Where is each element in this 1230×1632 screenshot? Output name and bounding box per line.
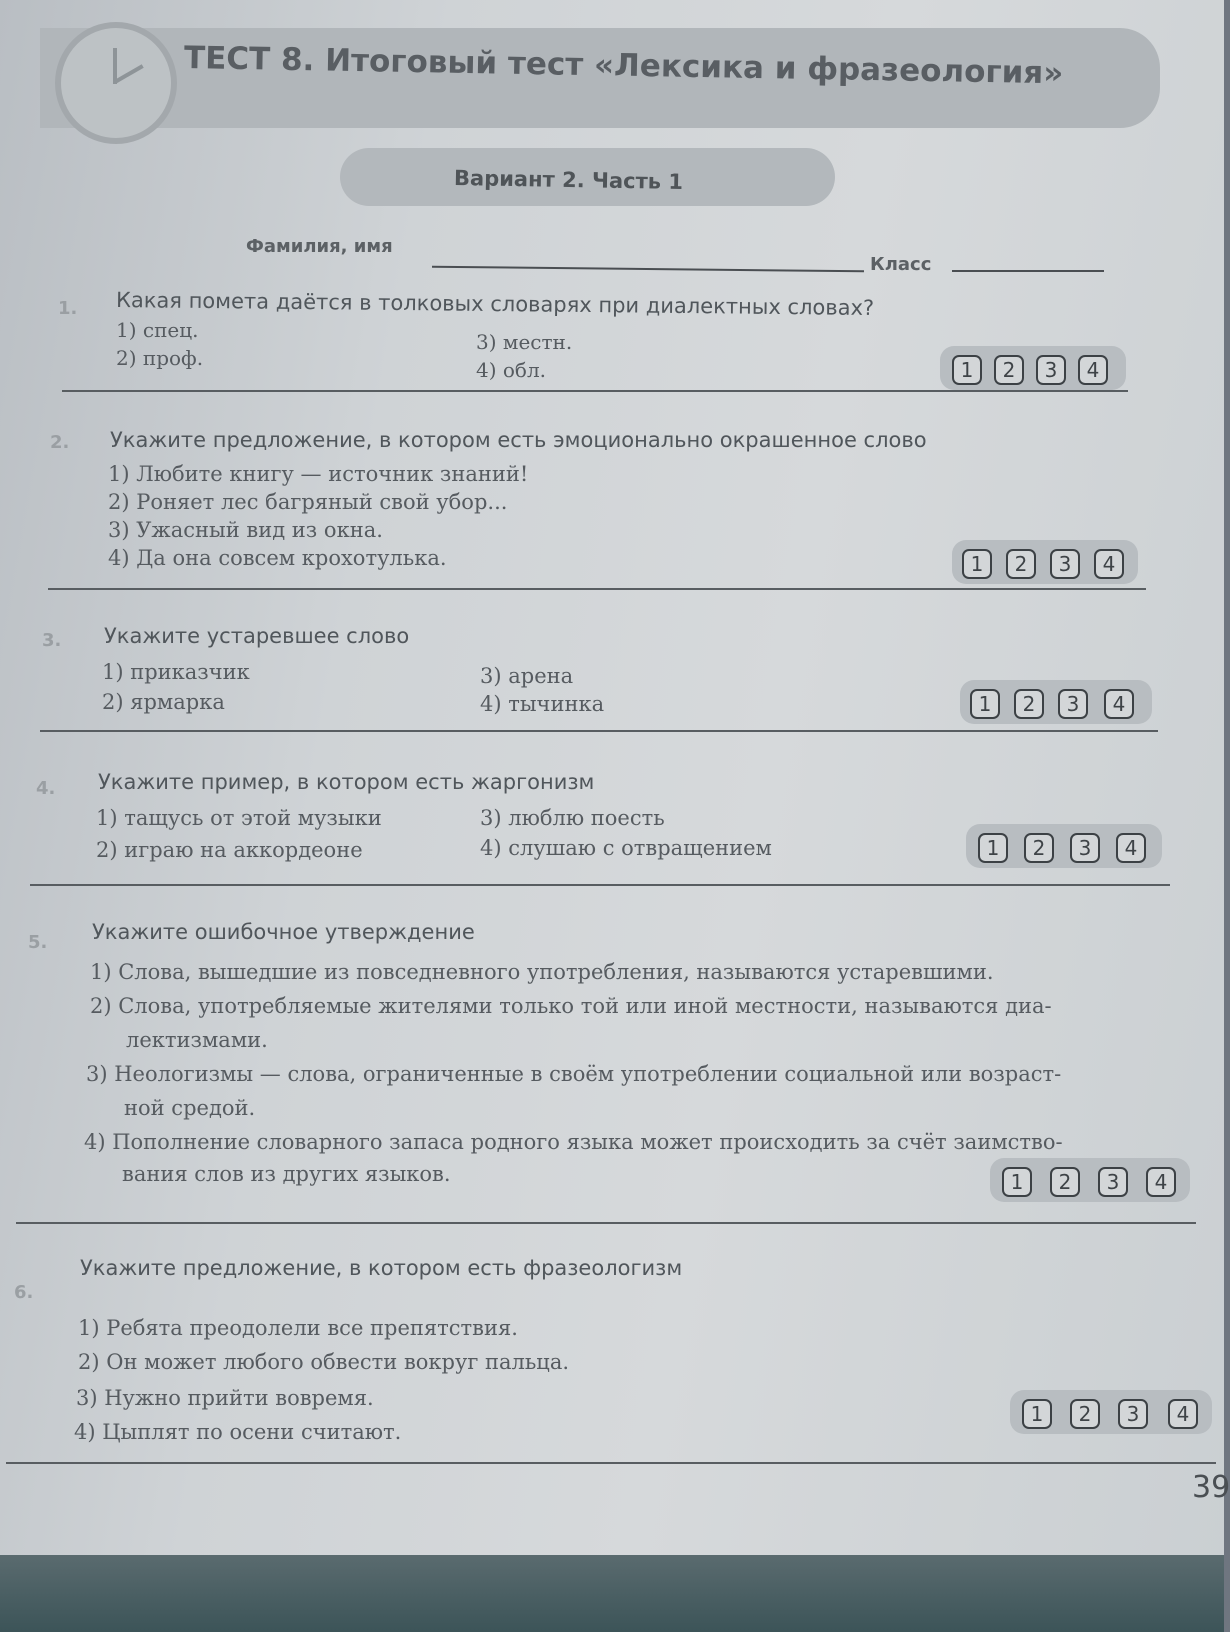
answer-box-3[interactable]: 3 [1036, 355, 1066, 385]
answer-box-1[interactable]: 1 [1022, 1399, 1052, 1429]
answer-box-4[interactable]: 4 [1146, 1167, 1176, 1197]
answer-box-3[interactable]: 3 [1058, 689, 1088, 719]
divider [16, 1222, 1196, 1224]
option-2-cont: лектизмами. [126, 1028, 268, 1052]
answer-box-2[interactable]: 2 [1050, 1167, 1080, 1197]
option-4: 4) слушаю с отвращением [480, 836, 772, 860]
answer-box-1[interactable]: 1 [970, 689, 1000, 719]
class-label: Класс [870, 254, 932, 275]
option-1: 1) спец. [116, 318, 199, 342]
question-text: Укажите предложение, в котором есть фразеологизм [80, 1256, 683, 1280]
option-3: 3) арена [480, 664, 574, 688]
question-number: 6. [14, 1282, 34, 1303]
option-3: 3) Неологизмы — слова, ограниченные в своём употреблении социальной или возраст- [86, 1062, 1062, 1086]
answer-box-4[interactable]: 4 [1104, 689, 1134, 719]
answer-box-1[interactable]: 1 [1002, 1167, 1032, 1197]
option-2: 2) Роняет лес багряный свой убор... [108, 490, 508, 514]
option-3-cont: ной средой. [124, 1096, 256, 1120]
option-2: 2) Слова, употребляемые жителями только той или иной местности, называются диа- [90, 994, 1052, 1018]
option-4: 4) Цыплят по осени считают. [74, 1420, 402, 1444]
question-text: Укажите ошибочное утверждение [92, 920, 475, 944]
answer-box-3[interactable]: 3 [1070, 833, 1100, 863]
answer-box-2[interactable]: 2 [1070, 1399, 1100, 1429]
answer-box-4[interactable]: 4 [1078, 355, 1108, 385]
class-field[interactable] [952, 270, 1104, 272]
question-number: 3. [42, 630, 62, 651]
answer-box-1[interactable]: 1 [962, 549, 992, 579]
page-number: 39 [1192, 1470, 1230, 1505]
answer-box-4[interactable]: 4 [1168, 1399, 1198, 1429]
option-3: 3) местн. [476, 330, 573, 354]
test-title: ТЕСТ 8. Итоговый тест «Лексика и фразеология» [183, 40, 1064, 92]
option-2: 2) играю на аккордеоне [96, 838, 363, 862]
option-4: 4) обл. [476, 358, 547, 382]
question-number: 4. [36, 778, 56, 799]
option-3: 3) Нужно прийти вовремя. [76, 1386, 374, 1410]
name-label: Фамилия, имя [246, 236, 393, 257]
answer-box-2[interactable]: 2 [994, 355, 1024, 385]
answer-box-2[interactable]: 2 [1014, 689, 1044, 719]
option-1: 1) приказчик [102, 660, 250, 684]
option-1: 1) тащусь от этой музыки [96, 806, 382, 830]
option-2: 2) проф. [116, 346, 204, 370]
divider [30, 884, 1170, 886]
answer-box-1[interactable]: 1 [978, 833, 1008, 863]
option-2: 2) Он может любого обвести вокруг пальца. [78, 1350, 570, 1374]
answer-box-2[interactable]: 2 [1024, 833, 1054, 863]
answer-box-3[interactable]: 3 [1118, 1399, 1148, 1429]
answer-box-4[interactable]: 4 [1094, 549, 1124, 579]
answer-box-2[interactable]: 2 [1006, 549, 1036, 579]
table-surface [0, 1555, 1224, 1632]
question-text: Какая помета даётся в толковых словарях при диалектных словах? [115, 288, 875, 320]
question-number: 1. [58, 298, 78, 319]
question-number: 2. [50, 432, 70, 453]
option-1: 1) Ребята преодолели все препятствия. [78, 1316, 518, 1340]
option-4-cont: вания слов из других языков. [122, 1162, 451, 1186]
answer-box-3[interactable]: 3 [1050, 549, 1080, 579]
option-4: 4) Пополнение словарного запаса родного языка может происходить за счёт заимство- [84, 1130, 1063, 1154]
question-text: Укажите предложение, в котором есть эмоционально окрашенное слово [110, 428, 927, 452]
option-1: 1) Любите книгу — источник знаний! [108, 462, 529, 486]
answer-box-3[interactable]: 3 [1098, 1167, 1128, 1197]
question-text: Укажите пример, в котором есть жаргонизм [98, 770, 595, 794]
divider [62, 390, 1128, 392]
option-3: 3) люблю поесть [480, 806, 665, 830]
option-1: 1) Слова, вышедшие из повседневного употребления, называются устаревшими. [90, 960, 994, 984]
divider [6, 1462, 1216, 1464]
clock-icon [55, 22, 177, 144]
answer-box-1[interactable]: 1 [952, 355, 982, 385]
option-2: 2) ярмарка [102, 690, 225, 714]
option-4: 4) тычинка [480, 692, 605, 716]
divider [40, 730, 1158, 732]
option-3: 3) Ужасный вид из окна. [108, 518, 383, 542]
question-text: Укажите устаревшее слово [104, 624, 410, 648]
divider [48, 588, 1146, 590]
option-4: 4) Да она совсем крохотулька. [108, 546, 447, 570]
answer-box-4[interactable]: 4 [1116, 833, 1146, 863]
question-number: 5. [28, 932, 48, 953]
variant-title: Вариант 2. Часть 1 [453, 166, 684, 194]
